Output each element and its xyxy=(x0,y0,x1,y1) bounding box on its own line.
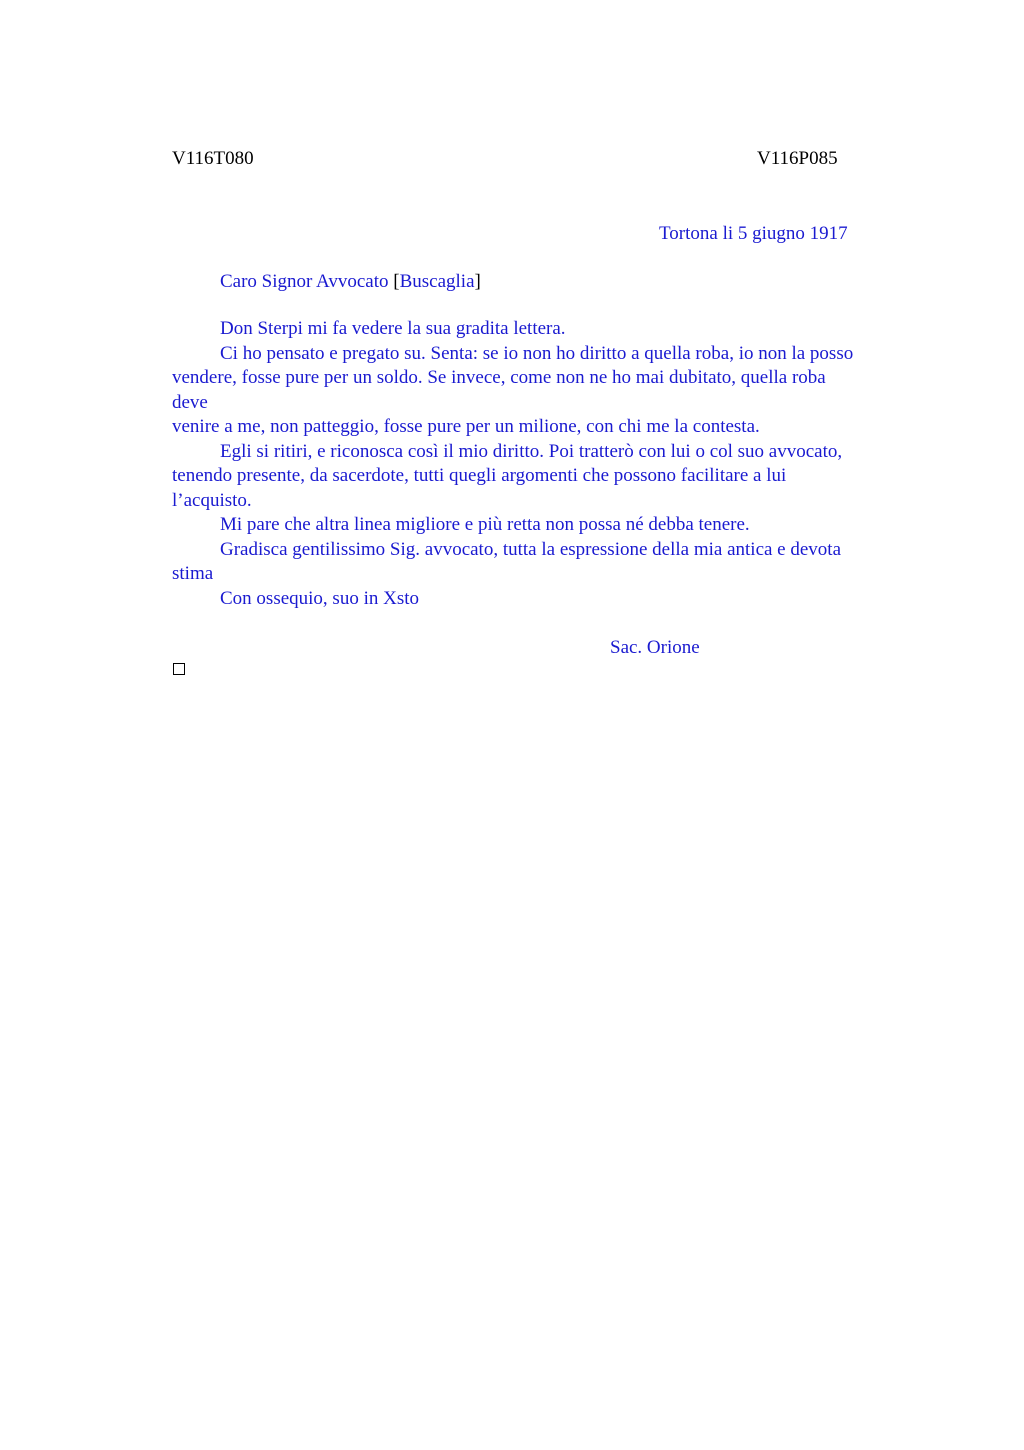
salutation-bracket-open: [ xyxy=(393,271,400,292)
letter-date: Tortona li 5 giugno 1917 xyxy=(659,223,848,244)
body-line: Don Sterpi mi fa vedere la sua gradita lettera. xyxy=(220,318,566,339)
body-line: l’acquisto. xyxy=(172,489,252,511)
body-line: Ci ho pensato e pregato su. Senta: se io non ho diritto a quella roba, io non la posso xyxy=(220,342,854,364)
letter-body xyxy=(172,317,912,611)
letter-signature: Sac. Orione xyxy=(610,637,700,658)
square-outline-icon xyxy=(173,663,185,675)
letter-salutation xyxy=(220,272,481,291)
document-code-right: V116P085 xyxy=(757,148,838,169)
body-line: Con ossequio, suo in Xsto xyxy=(220,587,419,609)
body-line: Gradisca gentilissimo Sig. avvocato, tutta la espressione della mia antica e devota xyxy=(220,538,842,560)
salutation-name: Buscaglia xyxy=(399,271,475,292)
body-line: vendere, fosse pure per un soldo. Se invece, come non ne ho mai dubitato, quella roba xyxy=(172,367,826,388)
body-line: Mi pare che altra linea migliore e più retta non possa né debba tenere. xyxy=(220,514,750,535)
body-line: stima xyxy=(172,563,214,584)
body-line: venire a me, non patteggio, fosse pure per un milione, con chi me la contesta. xyxy=(172,416,760,437)
body-line: deve xyxy=(172,391,208,413)
salutation-bracket-close: ] xyxy=(474,271,481,292)
body-line: Egli si ritiri, e riconosca così il mio diritto. Poi tratterò con lui o col suo avvocato, xyxy=(220,440,843,462)
document-code-left: V116T080 xyxy=(172,148,254,169)
salutation-text: Caro Signor Avvocato xyxy=(220,271,394,292)
body-line: tenendo presente, da sacerdote, tutti quegli argomenti che possono facilitare a lui xyxy=(172,465,787,486)
